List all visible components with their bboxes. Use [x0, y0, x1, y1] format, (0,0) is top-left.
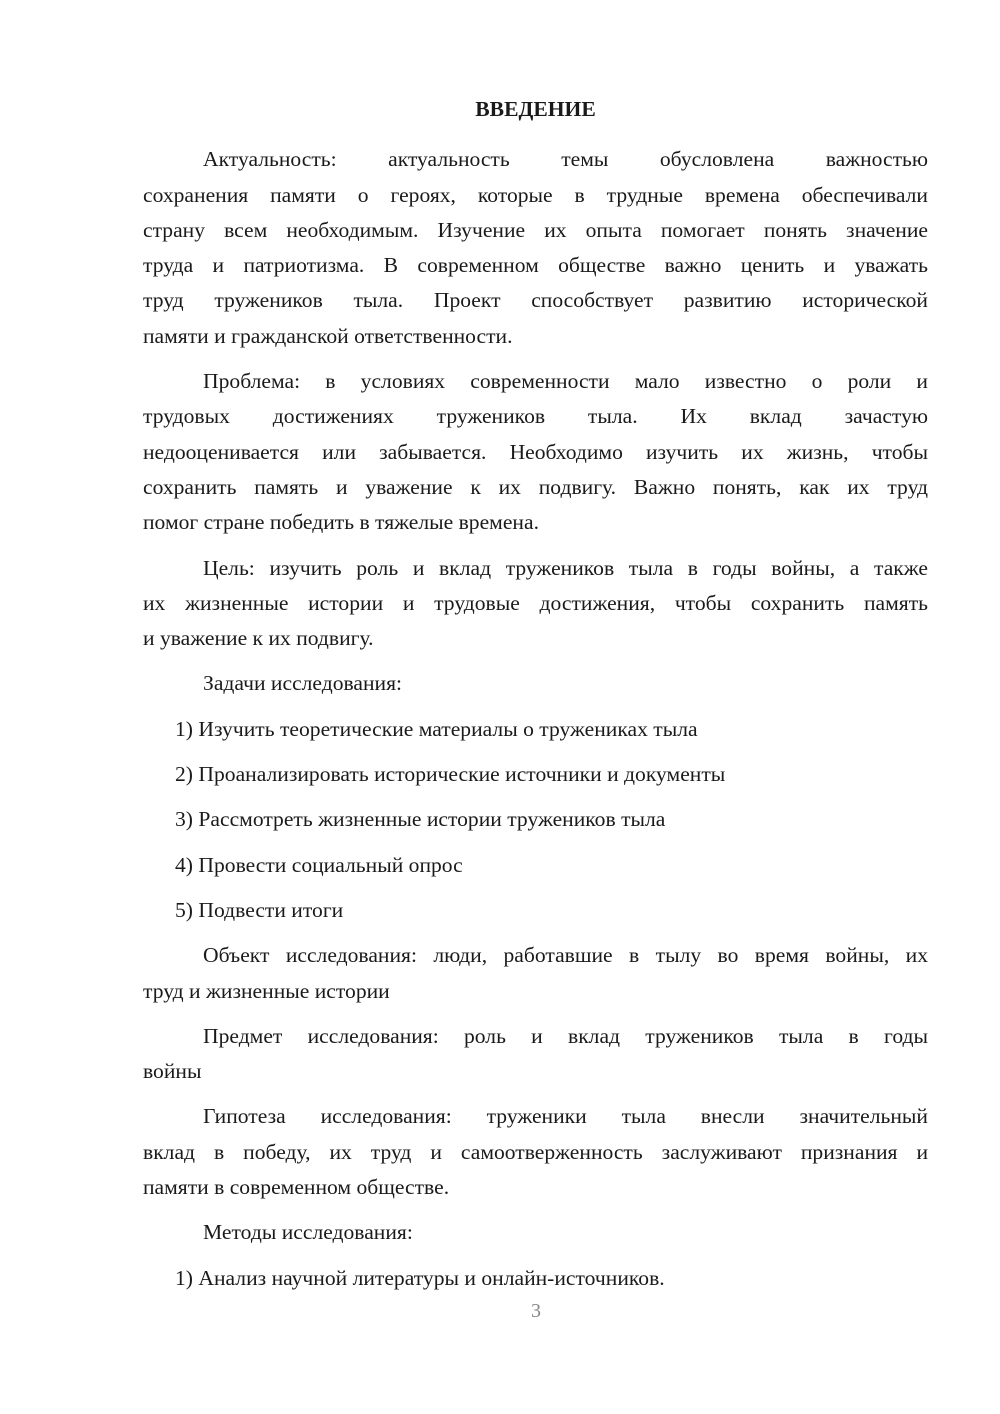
paragraph	[143, 938, 928, 1009]
text-line: недооценивается или забывается. Необходимо изучить их жизнь, чтобы	[143, 439, 928, 464]
text-line: труда и патриотизма. В современном обществе важно ценить и уважать	[143, 253, 928, 278]
text-line: труд и жизненные истории	[143, 978, 390, 1003]
text-line: 3) Рассмотреть жизненные истории тружеников тыла	[175, 807, 666, 832]
paragraph	[143, 1215, 928, 1250]
list-item	[143, 1261, 928, 1296]
paragraph	[143, 1019, 928, 1090]
page-title: ВВЕДЕНИЕ	[475, 97, 596, 121]
text-line: сохранения памяти о героях, которые в трудные времена обеспечивали	[143, 182, 928, 207]
text-line: 2) Проанализировать исторические источники и документы	[175, 762, 726, 787]
text-line: вклад в победу, их труд и самоотверженность заслуживают признания и	[143, 1139, 928, 1164]
list-item	[143, 757, 928, 792]
list-item	[143, 712, 928, 747]
page-number: 3	[531, 1300, 541, 1322]
text-line: их жизненные истории и трудовые достижения, чтобы сохранить память	[143, 590, 928, 615]
text-line: Объект исследования: люди, работавшие в тылу во время войны, их	[203, 943, 928, 968]
text-line: помог стране победить в тяжелые времена.	[143, 510, 539, 535]
text-line: Задачи исследования:	[203, 671, 403, 696]
paragraph	[143, 666, 928, 701]
paragraphs	[143, 142, 928, 1296]
text-line: 1) Анализ научной литературы и онлайн-источников.	[175, 1265, 665, 1290]
paragraph	[143, 364, 928, 540]
text-line: Предмет исследования: роль и вклад тружеников тыла в годы	[203, 1023, 928, 1048]
text-line: Гипотеза исследования: труженики тыла внесли значительный	[203, 1104, 928, 1129]
paragraph	[143, 551, 928, 657]
text-line: страну всем необходимым. Изучение их опыта помогает понять значение	[143, 217, 928, 242]
text-line: Цель: изучить роль и вклад тружеников тыла в годы войны, а также	[203, 555, 928, 580]
text-line: Методы исследования:	[203, 1220, 413, 1245]
text-line: сохранить память и уважение к их подвигу. Важно понять, как их труд	[143, 474, 928, 499]
paragraph	[143, 142, 928, 354]
text-line: 4) Провести социальный опрос	[175, 852, 463, 877]
list-item	[143, 848, 928, 883]
text-line: 5) Подвести итоги	[175, 897, 344, 922]
text-line: и уважение к их подвигу.	[143, 626, 374, 651]
paragraph	[143, 1099, 928, 1205]
text-line: 1) Изучить теоретические материалы о тружениках тыла	[175, 716, 698, 741]
text-line: памяти и гражданской ответственности.	[143, 323, 513, 348]
text-line: войны	[143, 1059, 202, 1084]
text-line: Проблема: в условиях современности мало известно о роли и	[203, 369, 928, 394]
list-item	[143, 893, 928, 928]
text-line: трудовых достижениях тружеников тыла. Их вклад зачастую	[143, 404, 928, 429]
text-line: Актуальность: актуальность темы обусловлена важностью	[203, 147, 928, 172]
text-line: памяти в современном обществе.	[143, 1175, 450, 1200]
text-line: труд тружеников тыла. Проект способствует развитию исторической	[143, 288, 928, 313]
document-body	[143, 92, 928, 1296]
list-item	[143, 802, 928, 837]
